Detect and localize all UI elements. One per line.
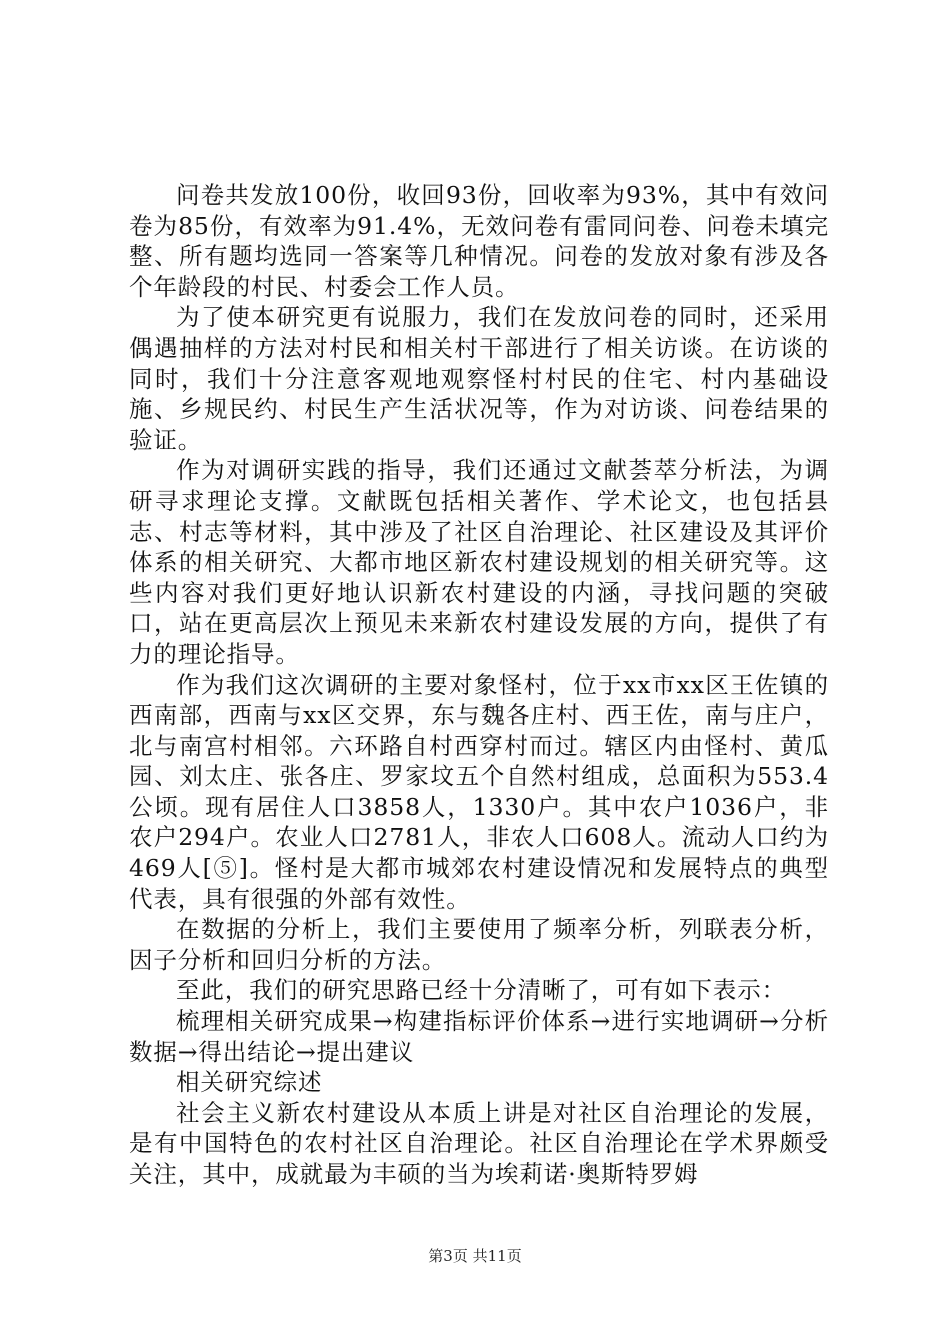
paragraph-village-profile: 作为我们这次调研的主要对象怪村，位于xx市xx区王佐镇的西南部，西南与xx区交界，东与魏各庄村、西王佐，南与庄户，北与南宫村相邻。六环路自村西穿村而过。辖区内由怪村、黄瓜园、刘太庄、张各庄、罗家坟五个自然村组成，总面积为553.4公顷。现有居住人口3858人，1330户。其中农户1036户，非农户294户。农业人口2781人，非农人口608人。流动人口约为469人[⑤]。怪村是大都市城郊农村建设情况和发展特点的典型代表，具有很强的外部有效性。 [129, 670, 829, 913]
paragraph-research-flow: 梳理相关研究成果→构建指标评价体系→进行实地调研→分析数据→得出结论→提出建议 [129, 1007, 829, 1066]
document-body [129, 180, 829, 1190]
paragraph-research-approach: 至此，我们的研究思路已经十分清晰了，可有如下表示： [176, 976, 786, 1005]
paragraph-literature-review: 社会主义新农村建设从本质上讲是对社区自治理论的发展，是有中国特色的农村社区自治理论。社区自治理论在学术界颇受关注，其中，成就最为丰硕的当为埃莉诺·奥斯特罗姆 [129, 1098, 829, 1188]
section-heading: 相关研究综述 [176, 1068, 323, 1097]
paragraph-literature: 作为对调研实践的指导，我们还通过文献荟萃分析法，为调研寻求理论支撑。文献既包括相关著作、学术论文，也包括县志、村志等材料，其中涉及了社区自治理论、社区建设及其评价体系的相关研究、大都市地区新农村建设规划的相关研究等。这些内容对我们更好地认识新农村建设的内涵，寻找问题的突破口，站在更高层次上预见未来新农村建设发展的方向，提供了有力的理论指导。 [129, 456, 829, 668]
paragraph-data-analysis: 在数据的分析上，我们主要使用了频率分析，列联表分析，因子分析和回归分析的方法。 [129, 915, 829, 974]
page-footer: 第3页 共11页 [428, 1247, 522, 1265]
paragraph-interviews: 为了使本研究更有说服力，我们在发放问卷的同时，还采用偶遇抽样的方法对村民和相关村干部进行了相关访谈。在访谈的同时，我们十分注意客观地观察怪村村民的住宅、村内基础设施、乡规民约、村民生产生活状况等，作为对访谈、问卷结果的验证。 [129, 303, 829, 454]
paragraph-questionnaire: 问卷共发放100份，收回93份，回收率为93%，其中有效问卷为85份，有效率为91.4%，无效问卷有雷同问卷、问卷未填完整、所有题均选同一答案等几种情况。问卷的发放对象有涉及各个年龄段的村民、村委会工作人员。 [129, 181, 829, 301]
